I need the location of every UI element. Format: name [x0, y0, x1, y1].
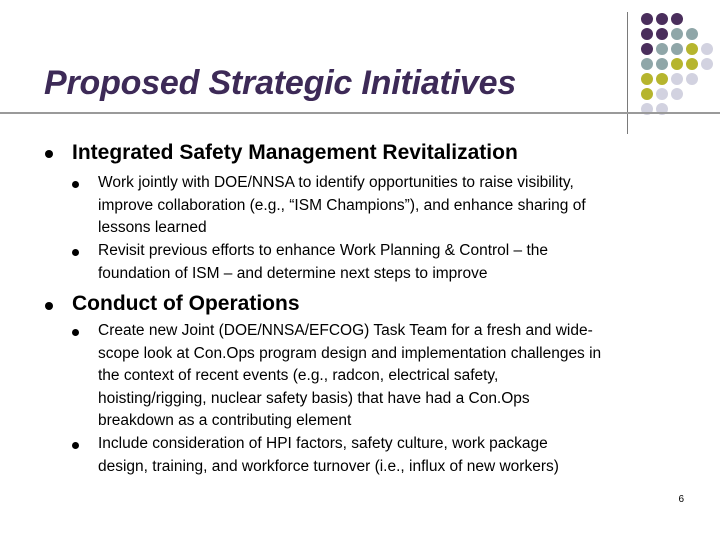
decorative-dot: [686, 73, 698, 85]
decorative-dot: [686, 28, 698, 40]
vertical-divider: [627, 12, 628, 134]
decorative-dot: [656, 13, 668, 25]
decorative-dot: [656, 43, 668, 55]
slide-title: Proposed Strategic Initiatives: [44, 64, 517, 102]
text-line: Create new Joint (DOE/NNSA/EFCOG) Task Team for a fresh and wide-: [98, 322, 593, 339]
text-line: Include consideration of HPI factors, safety culture, work package: [98, 435, 548, 452]
decorative-dot: [671, 58, 683, 70]
text-line: scope look at Con.Ops program design and implementation challenges in: [98, 344, 602, 362]
decorative-dot: [671, 43, 683, 55]
decorative-dot: [686, 58, 698, 70]
sub-bullet-dot: [72, 442, 79, 449]
decorative-dot: [701, 58, 713, 70]
text-line: lessons learned: [98, 219, 207, 236]
bullet-item-conops-1: [98, 320, 688, 433]
bullet-dot: [45, 150, 53, 158]
page-number: 6: [678, 494, 684, 505]
bullet-item-conops-2: [98, 433, 688, 478]
sub-bullet-dot: [72, 181, 79, 188]
decorative-dot: [656, 58, 668, 70]
section-heading-conops: Conduct of Operations: [72, 292, 300, 315]
bullet-item-ism-2: [98, 240, 688, 285]
text-line: hoisting/rigging, nuclear safety basis) that have had a Con.Ops: [98, 389, 530, 407]
decorative-dot: [671, 88, 683, 100]
decorative-dot: [641, 58, 653, 70]
decorative-dot: [641, 43, 653, 55]
text-line: design, training, and workforce turnover (i.e., influx of new workers): [98, 457, 559, 475]
decorative-dot: [641, 73, 653, 85]
text-line: the context of recent events (e.g., radcon, electrical safety,: [98, 367, 499, 384]
section-heading-ism: Integrated Safety Management Revitalization: [72, 141, 518, 164]
decorative-dot: [641, 13, 653, 25]
title-divider: [0, 112, 720, 114]
decorative-dot: [686, 43, 698, 55]
bullet-dot: [45, 302, 53, 310]
decorative-dot: [641, 28, 653, 40]
decorative-dot: [671, 73, 683, 85]
decorative-dot: [641, 88, 653, 100]
decorative-dot: [701, 43, 713, 55]
text-line: Work jointly with DOE/NNSA to identify opportunities to raise visibility,: [98, 174, 574, 191]
sub-bullet-dot: [72, 329, 79, 336]
text-line: Revisit previous efforts to enhance Work Planning & Control – the: [98, 242, 549, 259]
text-line: foundation of ISM – and determine next steps to improve: [98, 264, 488, 282]
sub-bullet-dot: [72, 249, 79, 256]
decorative-dot: [671, 13, 683, 25]
bullet-item-ism-1: [98, 172, 688, 240]
decorative-dot: [656, 73, 668, 85]
text-line: improve collaboration (e.g., “ISM Champions”), and enhance sharing of: [98, 196, 586, 214]
decorative-dot: [656, 28, 668, 40]
decorative-dot: [656, 88, 668, 100]
text-line: breakdown as a contributing element: [98, 412, 352, 429]
decorative-dot: [671, 28, 683, 40]
